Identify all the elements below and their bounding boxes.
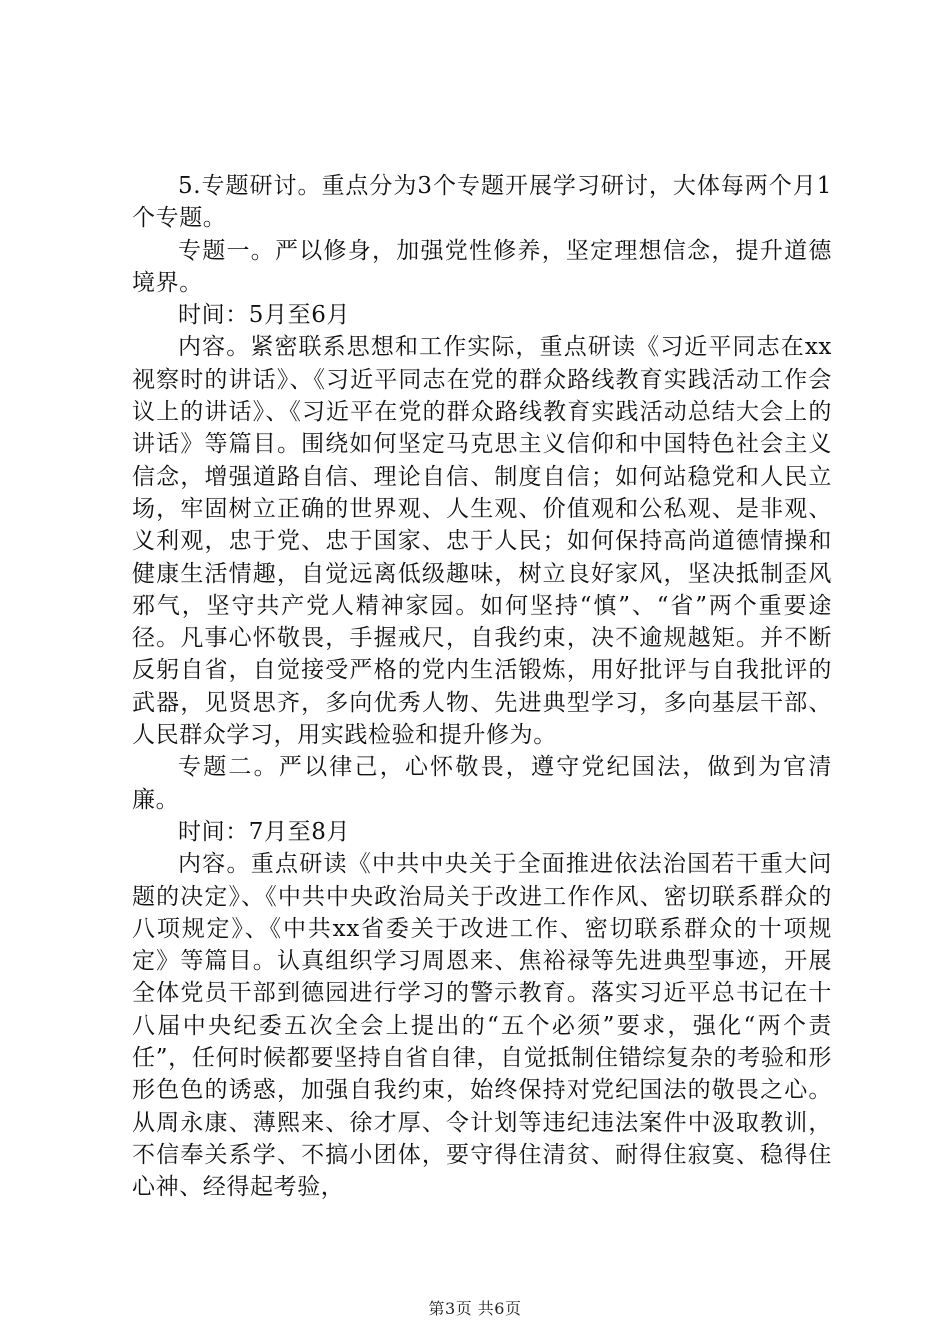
- paragraph-topic-seminar: 5.专题研讨。重点分为3个专题开展学习研讨，大体每两个月1个专题。: [132, 173, 832, 232]
- page-number-footer: 第3页 共6页: [428, 1299, 522, 1318]
- paragraph-topic-two-time: 时间：7月至8月: [178, 818, 351, 845]
- paragraph-topic-one-time: 时间：5月至6月: [178, 302, 351, 329]
- document-body: [132, 170, 832, 1204]
- paragraph-topic-two-title: 专题二。严以律己，心怀敬畏，遵守党纪国法，做到为官清廉。: [132, 754, 832, 813]
- paragraph-topic-one-title: 专题一。严以修身，加强党性修养，坚定理想信念，提升道德境界。: [132, 237, 832, 296]
- paragraph-topic-one-content: 内容。紧密联系思想和工作实际，重点研读《习近平同志在xx视察时的讲话》、《习近平同志在党的群众路线教育实践活动工作会议上的讲话》、《习近平在党的群众路线教育实践活动总结大会上的讲话》等篇目。围绕如何坚定马克思主义信仰和中国特色社会主义信念，增强道路自信、理论自信、制度自信；如何站稳党和人民立场，牢固树立正确的世界观、人生观、价值观和公私观、是非观、义利观，忠于党、忠于国家、忠于人民；如何保持高尚道德情操和健康生活情趣，自觉远离低级趣味，树立良好家风，坚决抵制歪风邪气，坚守共产党人精神家园。如何坚持“慎”、“省”两个重要途径。凡事心怀敬畏，手握戒尺，自我约束，决不逾规越矩。并不断反躬自省，自觉接受严格的党内生活锻炼，用好批评与自我批评的武器，见贤思齐，多向优秀人物、先进典型学习，多向基层干部、人民群众学习，用实践检验和提升修为。: [132, 334, 832, 749]
- paragraph-topic-two-content: 内容。重点研读《中共中央关于全面推进依法治国若干重大问题的决定》、《中共中央政治局关于改进工作作风、密切联系群众的八项规定》、《中共xx省委关于改进工作、密切联系群众的十项规定》等篇目。认真组织学习周恩来、焦裕禄等先进典型事迹，开展全体党员干部到德园进行学习的警示教育。落实习近平总书记在十八届中央纪委五次全会上提出的“五个必须”要求，强化“两个责任”，任何时候都要坚持自省自律，自觉抵制住错综复杂的考验和形形色色的诱惑，加强自我约束，始终保持对党纪国法的敬畏之心。从周永康、薄熙来、徐才厚、令计划等违纪违法案件中汲取教训，不信奉关系学、不搞小团体，要守得住清贫、耐得住寂寞、稳得住心神、经得起考验，: [132, 851, 832, 1201]
